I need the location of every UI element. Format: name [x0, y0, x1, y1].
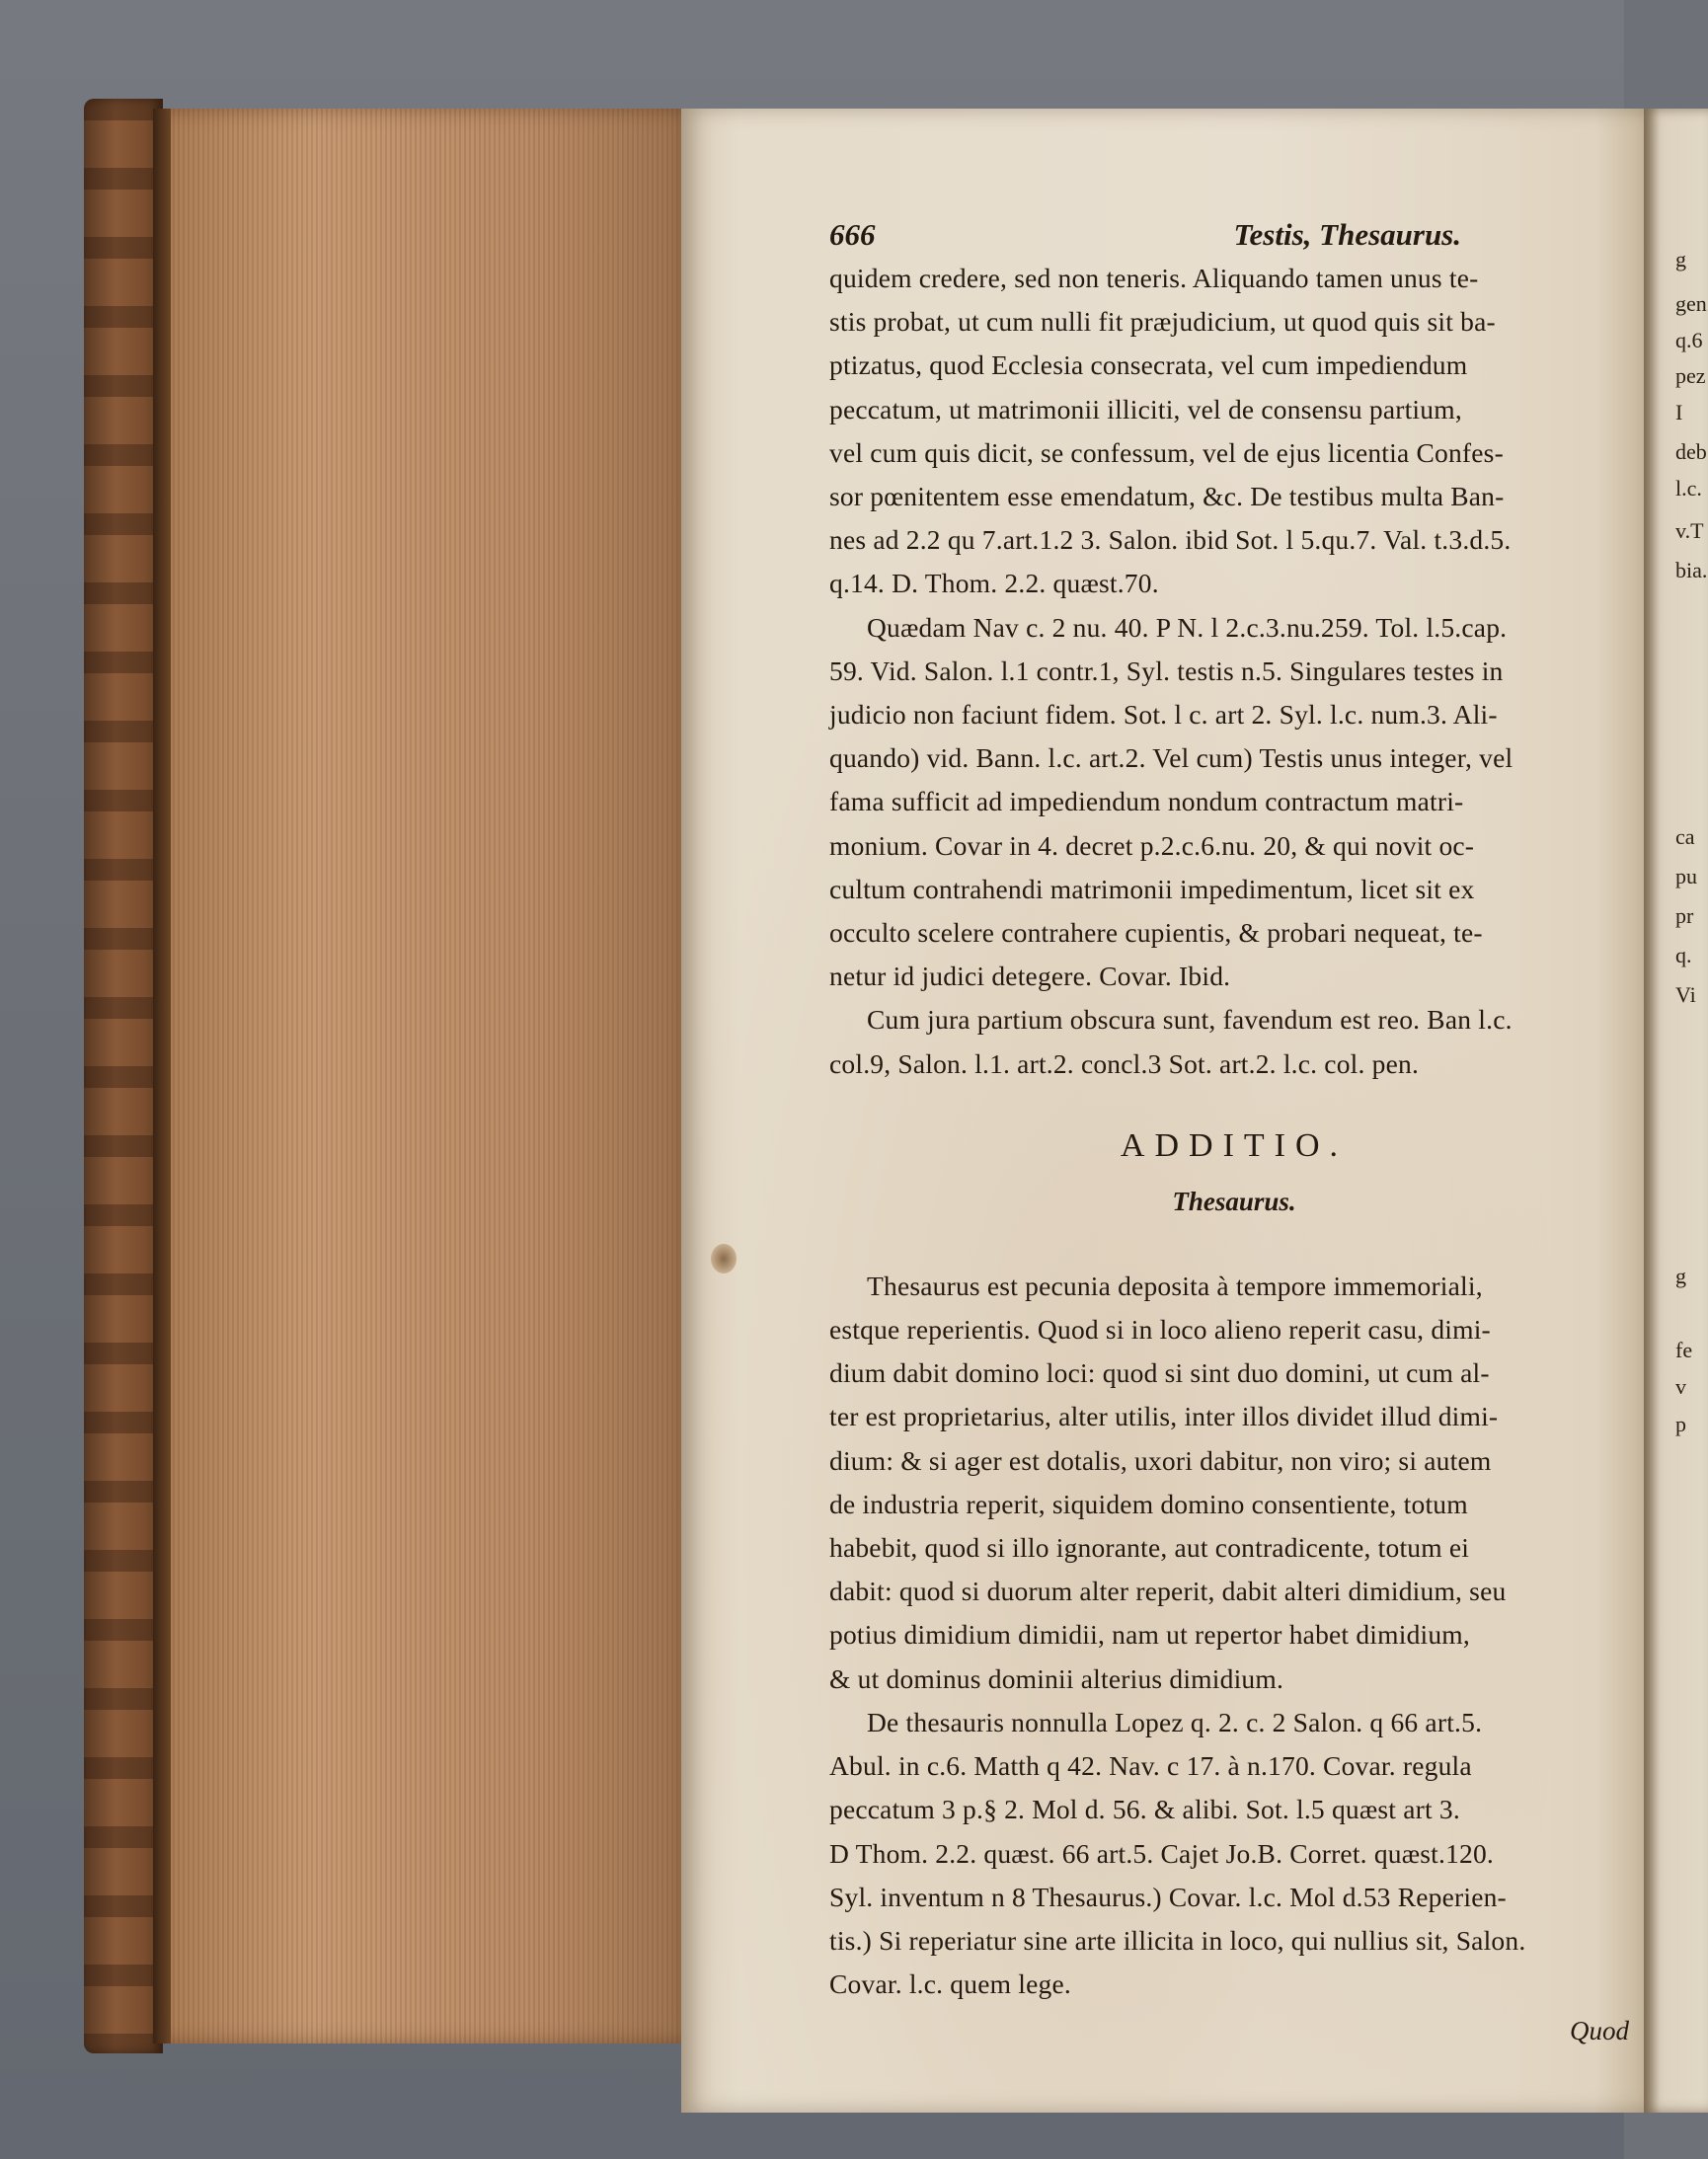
open-book: [84, 79, 1708, 2113]
right-page-edge: [1644, 109, 1708, 2113]
text-line: Quædam Nav c. 2 nu. 40. P N. l 2.c.3.nu.259. Tol. l.5.cap.: [867, 611, 1508, 643]
page-header: [829, 217, 1639, 253]
text-line: judicio non faciunt fidem. Sot. l c. art 2. Syl. l.c. num.3. Ali-: [829, 699, 1498, 731]
text-line: D Thom. 2.2. quæst. 66 art.5. Cajet Jo.B. Corret. quæst.120.: [829, 1837, 1495, 1869]
catchword: Quod: [1570, 2016, 1629, 2046]
text-line: monium. Covar in 4. decret p.2.c.6.nu. 20, & qui novit oc-: [829, 829, 1475, 861]
fragment-text: gen: [1675, 291, 1707, 316]
text-line: ptizatus, quod Ecclesia consecrata, vel cum impediendum: [829, 349, 1468, 381]
text-line: netur id judici detegere. Covar. Ibid.: [829, 961, 1231, 992]
text-line: Covar. l.c. quem lege.: [829, 1968, 1071, 2000]
text-line: habebit, quod si illo ignorante, aut contradicente, totum ei: [829, 1532, 1470, 1564]
left-page: [681, 109, 1644, 2113]
paragraph-3: [829, 998, 1639, 1085]
text-line: quando) vid. Bann. l.c. art.2. Vel cum) Testis unus integer, vel: [829, 742, 1514, 774]
text-line: De thesauris nonnulla Lopez q. 2. c. 2 Salon. q 66 art.5.: [867, 1706, 1483, 1737]
paragraph-4: [829, 1265, 1639, 1701]
addition-subheading: Thesaurus.: [1172, 1186, 1296, 1216]
text-line: dium dabit domino loci: quod si sint duo domini, ut cum al-: [829, 1357, 1490, 1389]
addition-heading: ADDITIO.: [1120, 1126, 1349, 1164]
text-line: occulto scelere contrahere cupientis, & probari nequeat, te-: [829, 917, 1483, 949]
paragraph-2: [829, 606, 1639, 999]
fragment-text: p: [1675, 1412, 1686, 1436]
text-line: dium: & si ager est dotalis, uxori dabitur, non viro; si autem: [829, 1444, 1492, 1476]
page-number: 666: [829, 217, 876, 252]
fragment-text: l.c.: [1675, 476, 1702, 501]
fragment-text: Vi: [1675, 982, 1696, 1007]
text-line: Cum jura partium obscura sunt, favendum est reo. Ban l.c.: [867, 1004, 1513, 1036]
text-line: quidem credere, sed non teneris. Aliquando tamen unus te-: [829, 263, 1479, 293]
foxing-stain: [711, 1244, 737, 1273]
fragment-text: v: [1675, 1374, 1686, 1399]
text-line: peccatum, ut matrimonii illiciti, vel de consensu partium,: [829, 393, 1462, 424]
fragment-text: q.: [1675, 943, 1692, 967]
running-title: Testis, Thesaurus.: [1233, 217, 1461, 252]
fragment-text: fe: [1675, 1338, 1693, 1362]
fragment-text: pu: [1675, 864, 1697, 888]
text-line: nes ad 2.2 qu 7.art.1.2 3. Salon. ibid Sot. l 5.qu.7. Val. t.3.d.5.: [829, 524, 1512, 556]
leather-cover-spine: [84, 99, 163, 2053]
fragment-text: q.6: [1675, 328, 1703, 352]
fragment-text: g: [1675, 1264, 1686, 1288]
text-line: fama sufficit ad impediendum nondum contractum matri-: [829, 786, 1464, 817]
text-line: peccatum 3 p.§ 2. Mol d. 56. & alibi. Sot. l.5 quæst art 3.: [829, 1794, 1460, 1825]
text-line: estque reperientis. Quod si in loco alieno reperit casu, dimi-: [829, 1314, 1491, 1346]
fragment-text: g: [1675, 247, 1686, 271]
fragment-text: pr: [1675, 903, 1694, 928]
text-line: col.9, Salon. l.1. art.2. concl.3 Sot. art.2. l.c. col. pen.: [829, 1047, 1420, 1079]
fragment-text: pez: [1675, 363, 1706, 388]
text-line: dabit: quod si duorum alter reperit, dabit alteri dimidium, seu: [829, 1576, 1507, 1607]
text-line: de industria reperit, siquidem domino consentiente, totum: [829, 1488, 1468, 1519]
text-line: Syl. inventum n 8 Thesaurus.) Covar. l.c. Mol d.53 Reperien-: [829, 1881, 1507, 1912]
paragraph-1: [829, 257, 1639, 606]
fragment-text: deb: [1675, 439, 1707, 464]
page-text: [829, 217, 1639, 2046]
text-line: potius dimidium dimidii, nam ut repertor habet dimidium,: [829, 1619, 1470, 1651]
fragment-text: bia.: [1675, 558, 1708, 582]
text-line: sor pœnitentem esse emendatum, &c. De testibus multa Ban-: [829, 481, 1505, 512]
text-line: Abul. in c.6. Matth q 42. Nav. c 17. à n.170. Covar. regula: [829, 1750, 1472, 1782]
text-line: 59. Vid. Salon. l.1 contr.1, Syl. testis n.5. Singulares testes in: [829, 655, 1504, 686]
text-line: ter est proprietarius, alter utilis, inter illos dividet illud dimi-: [829, 1401, 1499, 1432]
page-block-edge: [153, 109, 686, 2043]
text-line: Thesaurus est pecunia deposita à tempore immemoriali,: [867, 1270, 1483, 1301]
text-line: cultum contrahendi matrimonii impedimentum, licet sit ex: [829, 873, 1475, 904]
text-line: stis probat, ut cum nulli fit præjudicium, ut quod quis sit ba-: [829, 306, 1496, 338]
text-line: vel cum quis dicit, se confessum, vel de ejus licentia Confes-: [829, 436, 1504, 468]
text-line: tis.) Si reperiatur sine arte illicita in loco, qui nullius sit, Salon.: [829, 1924, 1526, 1956]
text-line: & ut dominus dominii alterius dimidium.: [829, 1662, 1284, 1694]
fragment-text: v.T: [1675, 518, 1704, 543]
paragraph-5: [829, 1701, 1639, 2006]
cover-edge-shadow: [153, 109, 171, 2043]
fragment-text: I: [1675, 400, 1683, 424]
text-line: q.14. D. Thom. 2.2. quæst.70.: [829, 568, 1159, 599]
fragment-text: ca: [1675, 824, 1695, 849]
